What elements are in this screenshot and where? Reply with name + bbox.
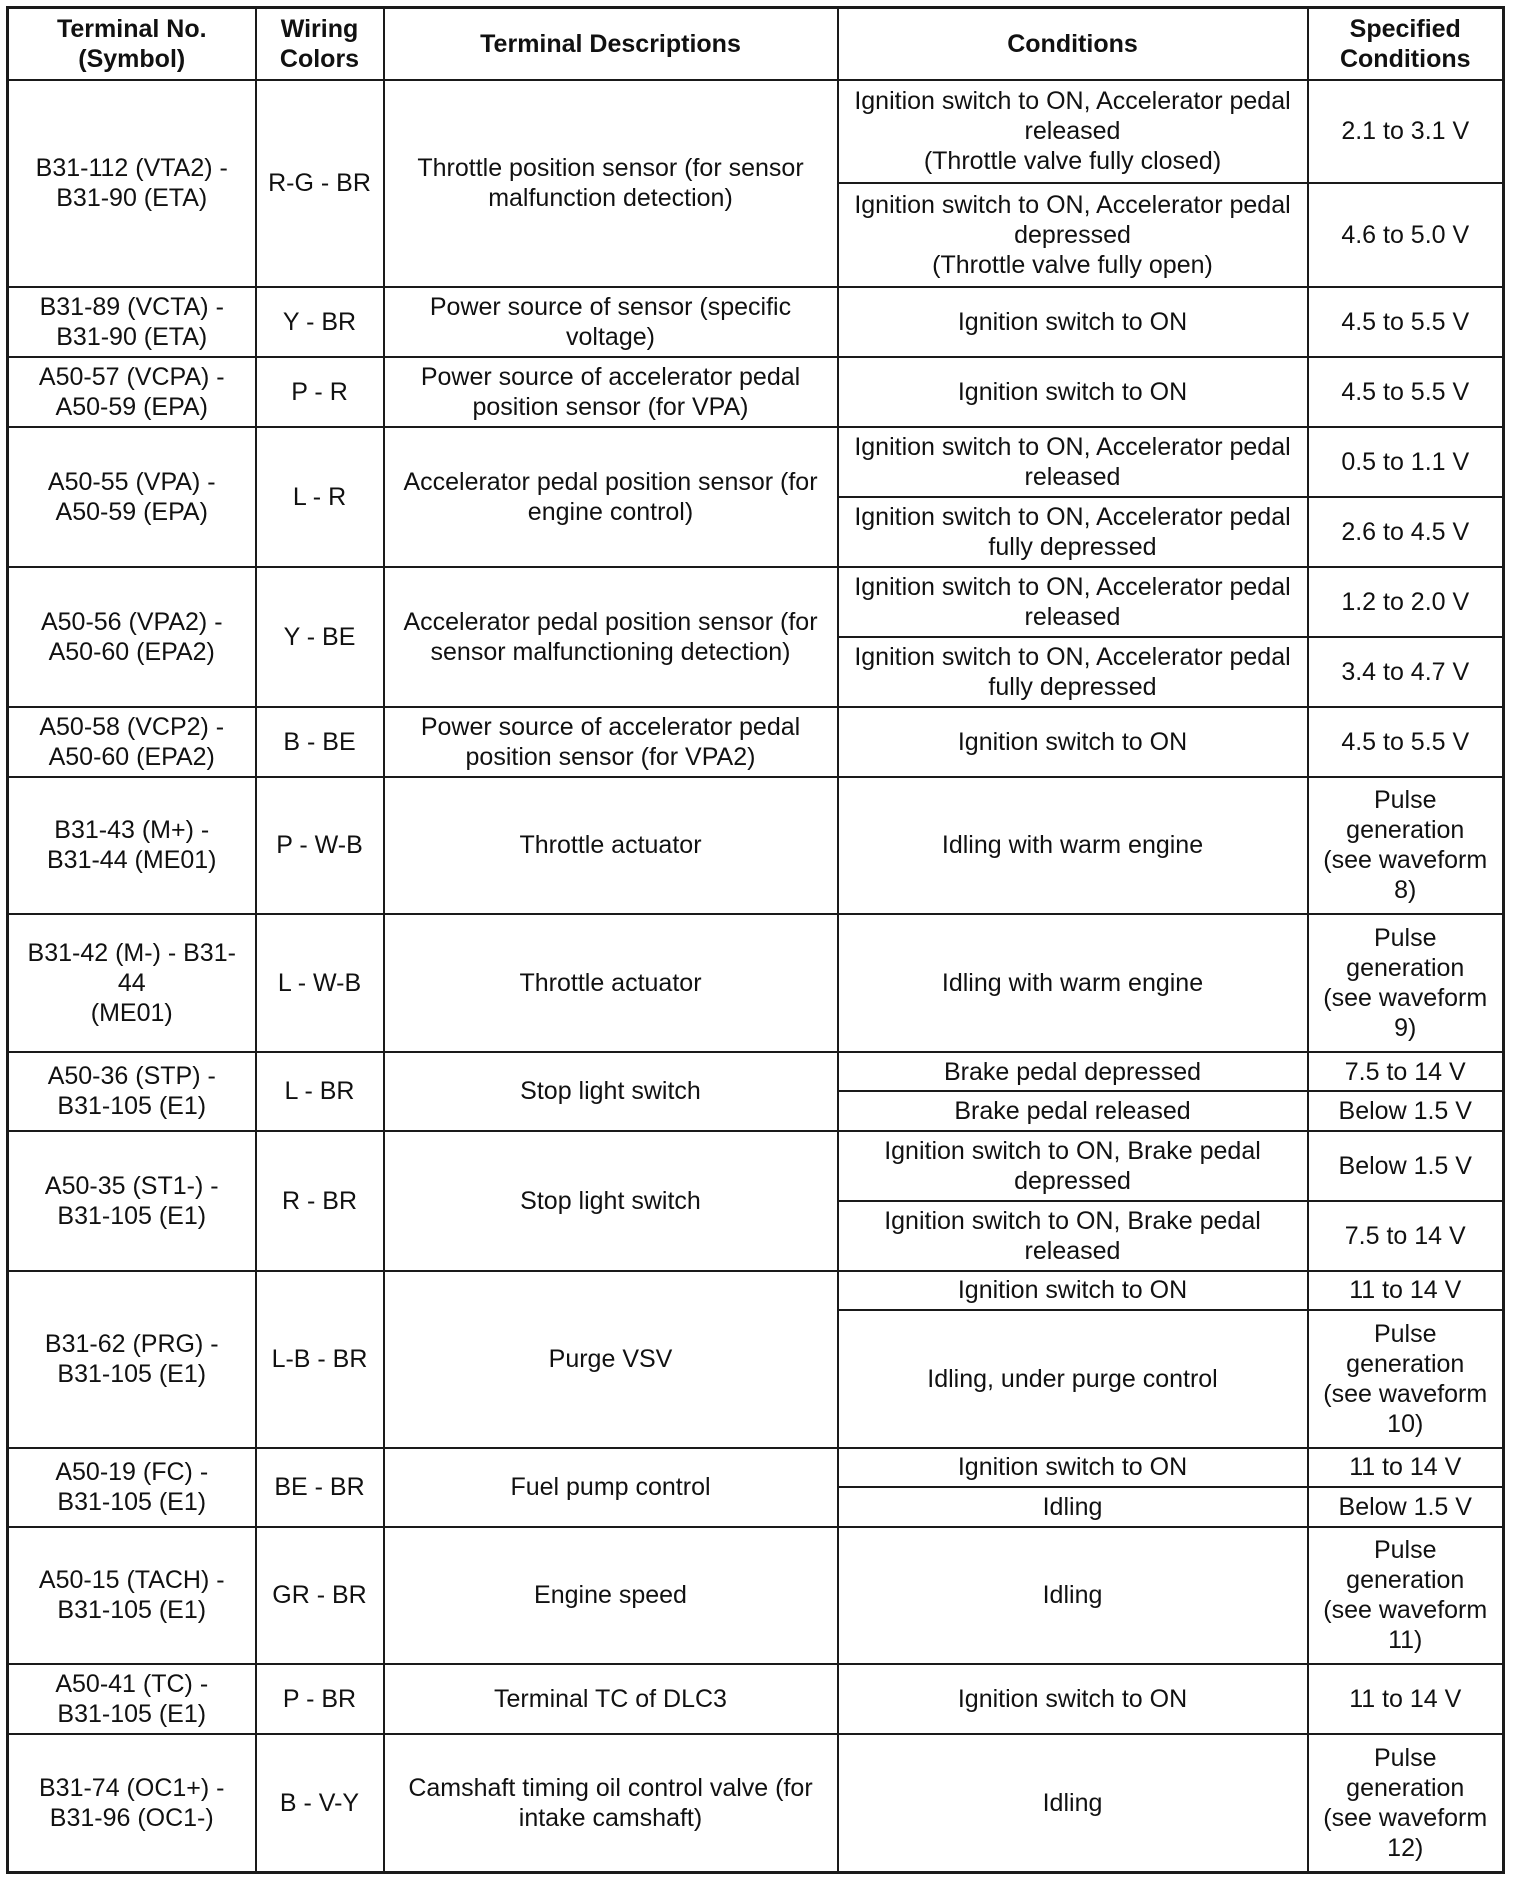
wiring-cell: P - BR bbox=[256, 1664, 384, 1734]
wiring-cell: R - BR bbox=[256, 1131, 384, 1271]
header-terminal: Terminal No. (Symbol) bbox=[8, 8, 256, 80]
condition-cell: Ignition switch to ON, Accelerator pedal depressed (Throttle valve fully open) bbox=[838, 183, 1308, 287]
table-row bbox=[8, 1664, 1504, 1734]
spec-cell: 3.4 to 4.7 V bbox=[1308, 637, 1504, 707]
wiring-cell: BE - BR bbox=[256, 1448, 384, 1527]
header-row bbox=[8, 8, 1504, 80]
spec-cell: Pulse generation (see waveform 11) bbox=[1308, 1527, 1504, 1665]
spec-cell: 2.6 to 4.5 V bbox=[1308, 497, 1504, 567]
terminal-cell: A50-56 (VPA2) - A50-60 (EPA2) bbox=[8, 567, 256, 707]
condition-cell: Idling with warm engine bbox=[838, 777, 1308, 915]
condition-cell: Ignition switch to ON, Accelerator pedal released (Throttle valve fully closed) bbox=[838, 80, 1308, 184]
description-cell: Accelerator pedal position sensor (for sensor malfunctioning detection) bbox=[384, 567, 838, 707]
terminal-cell: A50-36 (STP) - B31-105 (E1) bbox=[8, 1052, 256, 1131]
spec-cell: Pulse generation (see waveform 12) bbox=[1308, 1734, 1504, 1872]
terminal-cell: A50-19 (FC) - B31-105 (E1) bbox=[8, 1448, 256, 1527]
description-cell: Stop light switch bbox=[384, 1052, 838, 1131]
spec-cell: 2.1 to 3.1 V bbox=[1308, 80, 1504, 184]
condition-cell: Ignition switch to ON bbox=[838, 1448, 1308, 1487]
wiring-cell: P - W-B bbox=[256, 777, 384, 915]
spec-cell: 1.2 to 2.0 V bbox=[1308, 567, 1504, 637]
wiring-cell: P - R bbox=[256, 357, 384, 427]
description-cell: Terminal TC of DLC3 bbox=[384, 1664, 838, 1734]
terminal-cell: B31-89 (VCTA) - B31-90 (ETA) bbox=[8, 287, 256, 357]
header-specified: Specified Conditions bbox=[1308, 8, 1504, 80]
terminal-cell: B31-43 (M+) - B31-44 (ME01) bbox=[8, 777, 256, 915]
wiring-cell: Y - BE bbox=[256, 567, 384, 707]
terminal-cell: A50-55 (VPA) - A50-59 (EPA) bbox=[8, 427, 256, 567]
header-description: Terminal Descriptions bbox=[384, 8, 838, 80]
condition-cell: Brake pedal depressed bbox=[838, 1052, 1308, 1091]
description-cell: Stop light switch bbox=[384, 1131, 838, 1271]
spec-cell: 11 to 14 V bbox=[1308, 1664, 1504, 1734]
spec-cell: Below 1.5 V bbox=[1308, 1131, 1504, 1201]
table-row bbox=[8, 707, 1504, 777]
condition-cell: Ignition switch to ON bbox=[838, 287, 1308, 357]
condition-cell: Ignition switch to ON, Accelerator pedal released bbox=[838, 427, 1308, 497]
wiring-cell: L - W-B bbox=[256, 914, 384, 1052]
wiring-cell: B - V-Y bbox=[256, 1734, 384, 1872]
terminal-cell: B31-62 (PRG) - B31-105 (E1) bbox=[8, 1271, 256, 1448]
spec-cell: Pulse generation (see waveform 8) bbox=[1308, 777, 1504, 915]
condition-cell: Idling, under purge control bbox=[838, 1310, 1308, 1448]
table-row bbox=[8, 287, 1504, 357]
condition-cell: Idling bbox=[838, 1527, 1308, 1665]
wiring-cell: L - BR bbox=[256, 1052, 384, 1131]
wiring-cell: GR - BR bbox=[256, 1527, 384, 1665]
spec-cell: 4.5 to 5.5 V bbox=[1308, 357, 1504, 427]
header-wiring: Wiring Colors bbox=[256, 8, 384, 80]
condition-cell: Ignition switch to ON, Brake pedal released bbox=[838, 1201, 1308, 1271]
table-row bbox=[8, 914, 1504, 1052]
table-row bbox=[8, 1131, 1504, 1201]
description-cell: Engine speed bbox=[384, 1527, 838, 1665]
condition-cell: Ignition switch to ON, Brake pedal depressed bbox=[838, 1131, 1308, 1201]
wiring-cell: R-G - BR bbox=[256, 80, 384, 288]
wiring-cell: Y - BR bbox=[256, 287, 384, 357]
spec-cell: 11 to 14 V bbox=[1308, 1271, 1504, 1310]
spec-cell: 11 to 14 V bbox=[1308, 1448, 1504, 1487]
condition-cell: Ignition switch to ON bbox=[838, 707, 1308, 777]
condition-cell: Ignition switch to ON bbox=[838, 1664, 1308, 1734]
description-cell: Fuel pump control bbox=[384, 1448, 838, 1527]
terminal-cell: A50-58 (VCP2) - A50-60 (EPA2) bbox=[8, 707, 256, 777]
spec-cell: Below 1.5 V bbox=[1308, 1091, 1504, 1130]
description-cell: Power source of accelerator pedal position sensor (for VPA2) bbox=[384, 707, 838, 777]
condition-cell: Ignition switch to ON, Accelerator pedal released bbox=[838, 567, 1308, 637]
condition-cell: Ignition switch to ON bbox=[838, 357, 1308, 427]
table-row bbox=[8, 1052, 1504, 1091]
condition-cell: Idling bbox=[838, 1487, 1308, 1526]
table-row bbox=[8, 1527, 1504, 1665]
description-cell: Accelerator pedal position sensor (for engine control) bbox=[384, 427, 838, 567]
condition-cell: Brake pedal released bbox=[838, 1091, 1308, 1130]
header-conditions: Conditions bbox=[838, 8, 1308, 80]
spec-cell: Pulse generation (see waveform 10) bbox=[1308, 1310, 1504, 1448]
wiring-cell: B - BE bbox=[256, 707, 384, 777]
spec-cell: 7.5 to 14 V bbox=[1308, 1201, 1504, 1271]
spec-cell: 4.5 to 5.5 V bbox=[1308, 707, 1504, 777]
table-row bbox=[8, 1734, 1504, 1872]
table-row bbox=[8, 80, 1504, 184]
spec-cell: Pulse generation (see waveform 9) bbox=[1308, 914, 1504, 1052]
terminal-cell: B31-42 (M-) - B31-44 (ME01) bbox=[8, 914, 256, 1052]
table-row bbox=[8, 357, 1504, 427]
spec-cell: 4.6 to 5.0 V bbox=[1308, 183, 1504, 287]
description-cell: Throttle position sensor (for sensor malfunction detection) bbox=[384, 80, 838, 288]
terminal-spec-table bbox=[6, 6, 1505, 1874]
description-cell: Throttle actuator bbox=[384, 914, 838, 1052]
table-row bbox=[8, 427, 1504, 497]
terminal-cell: A50-57 (VCPA) - A50-59 (EPA) bbox=[8, 357, 256, 427]
table-row bbox=[8, 777, 1504, 915]
terminal-cell: B31-112 (VTA2) - B31-90 (ETA) bbox=[8, 80, 256, 288]
terminal-cell: A50-35 (ST1-) - B31-105 (E1) bbox=[8, 1131, 256, 1271]
spec-cell: 0.5 to 1.1 V bbox=[1308, 427, 1504, 497]
description-cell: Purge VSV bbox=[384, 1271, 838, 1448]
condition-cell: Ignition switch to ON bbox=[838, 1271, 1308, 1310]
description-cell: Power source of accelerator pedal position sensor (for VPA) bbox=[384, 357, 838, 427]
wiring-cell: L - R bbox=[256, 427, 384, 567]
condition-cell: Ignition switch to ON, Accelerator pedal fully depressed bbox=[838, 497, 1308, 567]
condition-cell: Idling with warm engine bbox=[838, 914, 1308, 1052]
spec-cell: Below 1.5 V bbox=[1308, 1487, 1504, 1526]
wiring-cell: L-B - BR bbox=[256, 1271, 384, 1448]
condition-cell: Ignition switch to ON, Accelerator pedal fully depressed bbox=[838, 637, 1308, 707]
description-cell: Power source of sensor (specific voltage) bbox=[384, 287, 838, 357]
terminal-cell: A50-41 (TC) - B31-105 (E1) bbox=[8, 1664, 256, 1734]
terminal-cell: B31-74 (OC1+) - B31-96 (OC1-) bbox=[8, 1734, 256, 1872]
table-row bbox=[8, 1271, 1504, 1310]
terminal-cell: A50-15 (TACH) - B31-105 (E1) bbox=[8, 1527, 256, 1665]
spec-cell: 4.5 to 5.5 V bbox=[1308, 287, 1504, 357]
table-row bbox=[8, 567, 1504, 637]
description-cell: Throttle actuator bbox=[384, 777, 838, 915]
table-row bbox=[8, 1448, 1504, 1487]
condition-cell: Idling bbox=[838, 1734, 1308, 1872]
table-body bbox=[8, 80, 1504, 1873]
description-cell: Camshaft timing oil control valve (for intake camshaft) bbox=[384, 1734, 838, 1872]
spec-cell: 7.5 to 14 V bbox=[1308, 1052, 1504, 1091]
